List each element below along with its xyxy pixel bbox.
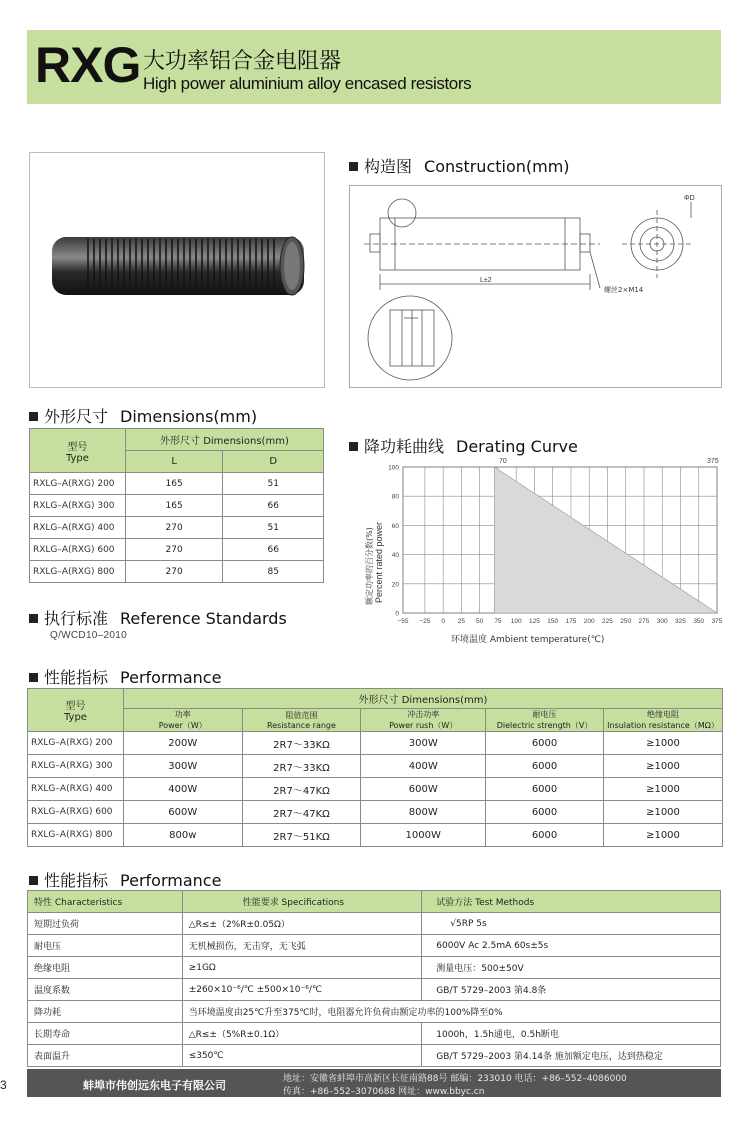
diameter-label: ΦD — [684, 195, 695, 202]
col-l: L — [125, 451, 223, 473]
length-label: L±2 — [480, 277, 492, 284]
mark-70: 70 — [499, 458, 507, 465]
construction-diagram — [350, 186, 723, 389]
group-header: 外形尺寸 Dimensions(mm) — [125, 429, 323, 451]
table-row: 耐电压 无机械损伤，无击穿，无飞弧 6000V Ac 2.5mA 60s±5s — [28, 935, 721, 957]
col-characteristics: 特性 Characteristics — [28, 891, 183, 913]
y-tick-label: 100 — [388, 464, 399, 472]
dimensions-heading: 外形尺寸 Dimensions(mm) — [29, 404, 257, 427]
y-tick-label: 60 — [391, 522, 399, 530]
x-tick-label: 0 — [441, 618, 445, 625]
y-tick-label: 20 — [391, 581, 399, 589]
bullet-square-icon — [29, 876, 38, 885]
type-header: 型号 Type — [30, 429, 126, 473]
company-name: 蚌埠市伟创远东电子有限公司 — [83, 1079, 226, 1092]
x-tick-label: 25 — [457, 618, 466, 625]
x-tick-label: 125 — [529, 618, 540, 625]
x-tick-label: 325 — [675, 618, 686, 625]
y-tick-label: 40 — [391, 552, 399, 560]
construction-heading: 构造图 Construction(mm) — [349, 154, 570, 177]
company-contact: 传真：+86–552–3070688 网址：www.bbyc.cn — [283, 1087, 485, 1097]
table-row: RXLG–A(RXG) 300 165 66 — [30, 495, 324, 517]
col-insulation: 绝缘电阻 Insulation resistance（MΩ） — [603, 709, 722, 732]
x-tick-label: 350 — [693, 618, 705, 625]
derating-chart — [345, 455, 735, 655]
x-tick-label: 275 — [638, 618, 650, 625]
bullet-square-icon — [29, 673, 38, 682]
table-row: 表面温升 ≤350℃ GB/T 5729–2003 第4.14条 施加额定电压，达到热稳定 — [28, 1045, 721, 1067]
bullet-square-icon — [29, 614, 38, 623]
col-range: 阻值范围 Resistance range — [242, 709, 361, 732]
derating-chart-svg — [345, 455, 735, 655]
table-row: RXLG–A(RXG) 300 300W 2R7～33KΩ 400W 6000 ≥1000 — [28, 755, 723, 778]
table-row: RXLG–A(RXG) 600 270 66 — [30, 539, 324, 561]
standards-heading: 执行标准 Reference Standards — [29, 606, 287, 629]
resistor-image — [30, 153, 326, 389]
x-tick-label: 100 — [510, 618, 522, 625]
x-tick-label: −55 — [397, 618, 409, 625]
type-header: 型号 Type — [28, 689, 124, 732]
x-tick-label: 75 — [494, 618, 502, 625]
footer-bar — [27, 1069, 721, 1097]
table-row: RXLG–A(RXG) 200 200W 2R7～33KΩ 300W 6000 ≥1000 — [28, 732, 723, 755]
page-number: 3 — [0, 1078, 7, 1092]
performance-table-2 — [27, 890, 721, 1067]
table-row: 短期过负荷 △R≤±（2%R±0.05Ω） √5RP 5s — [28, 913, 721, 935]
bolt-label: 螺丝2×M14 — [604, 286, 644, 294]
table-row: 长期寿命 △R≤±（5%R±0.1Ω） 1000h，1.5h通电，0.5h断电 — [28, 1023, 721, 1045]
x-tick-label: 250 — [620, 618, 632, 625]
standard-value: Q/WCD10–2010 — [50, 630, 127, 641]
construction-drawing — [349, 185, 722, 388]
x-tick-label: 200 — [583, 618, 595, 625]
company-address: 地址：安徽省蚌埠市高新区长征南路88号 邮编：233010 电话：+86–552–4086000 — [283, 1074, 627, 1084]
table-row: RXLG–A(RXG) 600 600W 2R7～47KΩ 800W 6000 ≥1000 — [28, 801, 723, 824]
col-specifications: 性能要求 Specifications — [182, 891, 422, 913]
header-banner — [27, 30, 721, 104]
group-header: 外形尺寸 Dimensions(mm) — [123, 689, 722, 709]
bullet-square-icon — [29, 412, 38, 421]
x-tick-label: −25 — [419, 618, 431, 625]
x-tick-label: 175 — [565, 618, 577, 625]
title-cn: 大功率铝合金电阻器 — [143, 49, 342, 74]
col-voltage: 耐电压 Dielectric strength（V） — [486, 709, 604, 732]
y-tick-label: 80 — [391, 493, 399, 501]
performance-heading-1: 性能指标 Performance — [29, 665, 221, 688]
title-en: High power aluminium alloy encased resistors — [143, 74, 472, 93]
dimensions-table — [29, 428, 324, 583]
table-row: RXLG–A(RXG) 400 400W 2R7～47KΩ 600W 6000 ≥1000 — [28, 778, 723, 801]
x-tick-label: 300 — [656, 618, 668, 625]
table-row: RXLG–A(RXG) 800 800w 2R7～51KΩ 1000W 6000 ≥1000 — [28, 824, 723, 847]
table-row: 温度系数 ±260×10⁻⁶/℃ ±500×10⁻⁶/℃ GB/T 5729–2003 第4.8条 — [28, 979, 721, 1001]
performance-table-1 — [27, 688, 723, 847]
product-photo — [29, 152, 325, 388]
col-power: 功率 Power（W） — [123, 709, 242, 732]
col-test-methods: 试验方法 Test Methods — [422, 891, 721, 913]
xlabel: 环境温度 Ambient temperature(℃) — [451, 635, 605, 645]
bullet-square-icon — [349, 162, 358, 171]
x-tick-label: 375 — [711, 618, 723, 625]
performance-heading-2: 性能指标 Performance — [29, 868, 221, 891]
table-row: RXLG–A(RXG) 400 270 51 — [30, 517, 324, 539]
ylabel-en: Percent rated power — [374, 521, 384, 603]
mark-375: 375 — [707, 458, 719, 465]
product-code: RXG — [35, 37, 141, 93]
bullet-square-icon — [349, 442, 358, 451]
ylabel-cn: 额定功率的百分数(%) — [365, 527, 374, 605]
col-rush: 冲击功率 Power rush（W） — [361, 709, 486, 732]
y-tick-label: 0 — [395, 610, 399, 618]
x-tick-label: 150 — [547, 618, 559, 625]
x-tick-label: 225 — [602, 618, 613, 625]
x-tick-label: 50 — [476, 618, 484, 625]
table-row: RXLG–A(RXG) 200 165 51 — [30, 473, 324, 495]
table-row: 降功耗 当环境温度由25℃升至375℃时，电阻器允许负荷由额定功率的100%降至0% — [28, 1001, 721, 1023]
col-d: D — [223, 451, 324, 473]
derating-heading: 降功耗曲线 Derating Curve — [349, 434, 578, 457]
table-row: RXLG–A(RXG) 800 270 85 — [30, 561, 324, 583]
table-row: 绝缘电阻 ≥1GΩ 测量电压：500±50V — [28, 957, 721, 979]
